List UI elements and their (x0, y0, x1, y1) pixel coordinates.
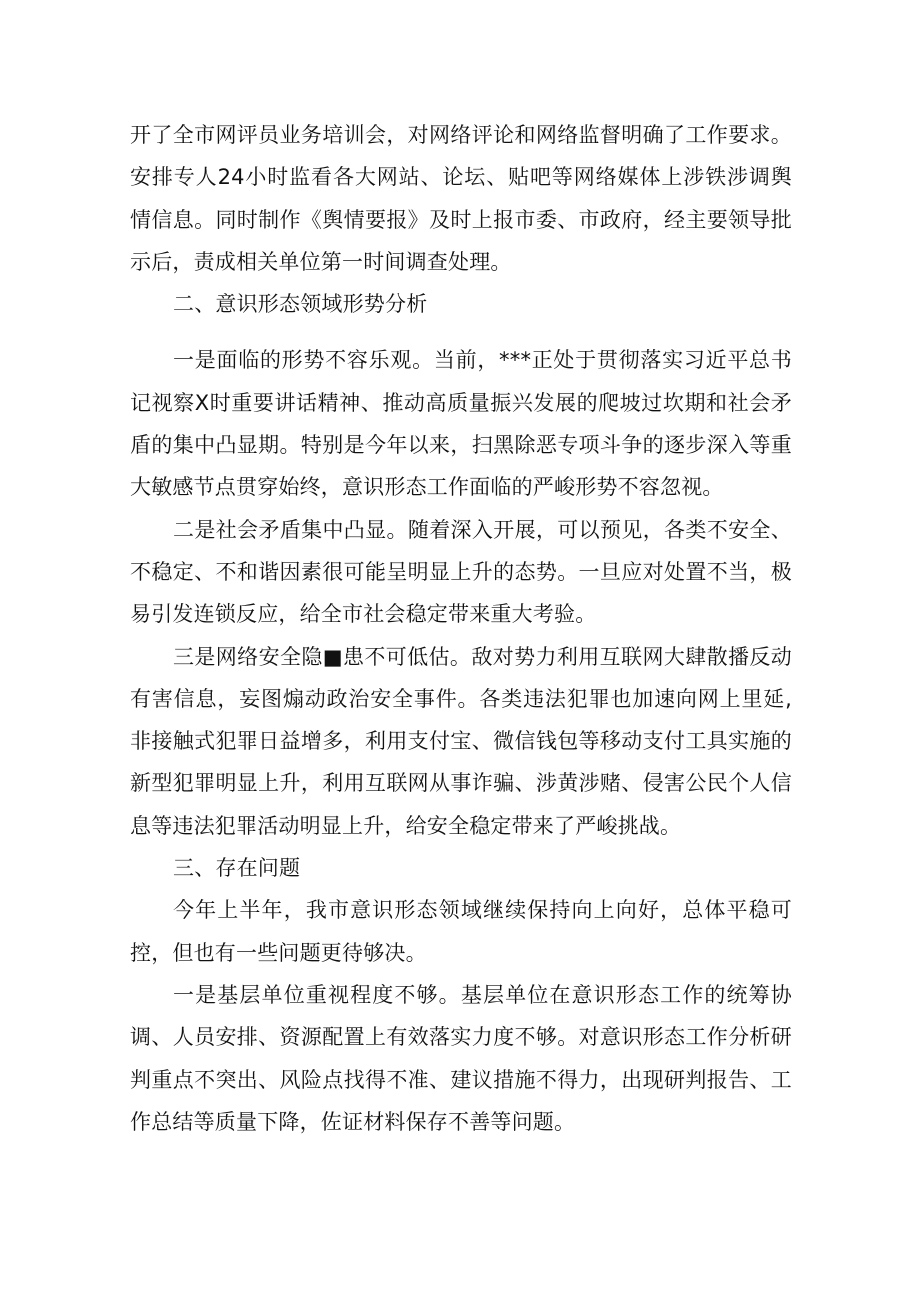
paragraph-continuation: 开了全市网评员业务培训会，对网络评论和网络监督明确了工作要求。安排专人24小时监看各大网站、论坛、贴吧等网络媒体上涉铁涉调舆情信息。同时制作《舆情要报》及时上报市委、市政府，经主要领导批示后，责成相关单位第一时间调查处理。 (130, 123, 792, 274)
paragraph-first-half-summary: 今年上半年，我市意识形态领域继续保持向上向好，总体平稳可控，但也有一些问题更待够决。 (130, 898, 792, 965)
paragraph-social-contradictions: 二是社会矛盾集中凸显。随着深入开展，可以预见，各类不安全、不稳定、不和谐因素很可能呈明显上升的态势。一旦应对处置不当，极易引发连锁反应，给全市社会稳定带来重大考验。 (130, 517, 792, 627)
section-heading-3: 三、存在问题 (173, 856, 301, 881)
section-heading-2: 二、意识形态领域形势分析 (173, 292, 428, 317)
paragraph-grassroots-attention: 一是基层单位重视程度不够。基层单位在意识形态工作的统筹协调、人员安排、资源配置上有效落实力度不够。对意识形态工作分析研判重点不突出、风险点找得不准、建议措施不得力，出现研判报告、工作总结等质量下降，佐证材料保存不善等问题。 (130, 982, 792, 1134)
paragraph-situation-outlook: 一是面临的形势不容乐观。当前，***正处于贯彻落实习近平总书记视察X时重要讲话精神、推动高质量振兴发展的爬坡过坎期和社会矛盾的集中凸显期。特别是今年以来，扫黑除恶专项斗争的逐步深入等重大敏感节点贯穿始终，意识形态工作面临的严峻形势不容忽视。 (130, 348, 792, 500)
paragraph-network-security: 三是网络安全隐■患不可低估。敌对势力利用互联网大肆散播反动有害信息，妄图煽动政治安全事件。各类违法犯罪也加速向网上里延,非接触式犯罪日益增多，利用支付宝、微信钱包等移动支付工具实施的新型犯罪明显上升，利用互联网从事诈骗、涉黄涉赌、侵害公民个人信息等违法犯罪活动明显上升，给安全稳定带来了严峻挑战。 (130, 644, 792, 838)
